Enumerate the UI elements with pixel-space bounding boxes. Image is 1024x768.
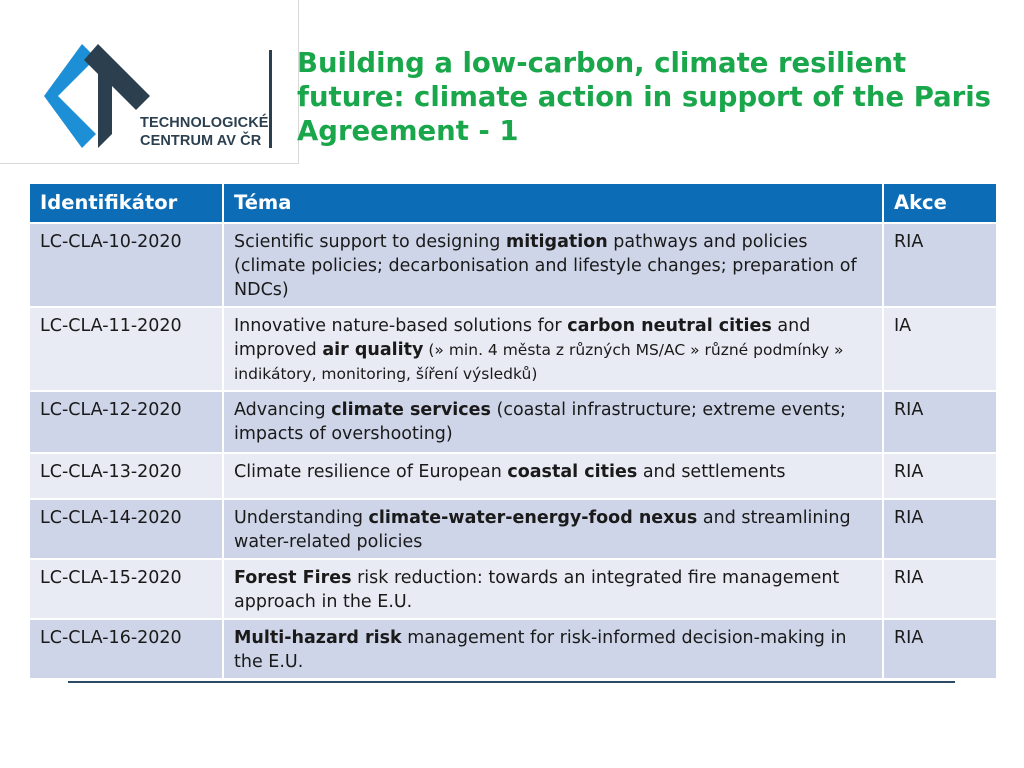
topic-text: and improved [234,316,811,360]
topic-note: (» min. 4 města z různých MS/AC » různé podmínky » indikátory, monitoring, šíření výsledků) [234,341,844,383]
topic-text: management for risk-informed decision-making in the E.U. [234,628,847,672]
table-header-row [29,183,997,223]
table-row [29,307,997,391]
cell-identifier: LC-CLA-15-2020 [29,559,223,619]
header-topic: Téma [223,183,883,223]
cell-action: RIA [883,223,997,307]
cell-identifier: LC-CLA-10-2020 [29,223,223,307]
topic-text: pathways and policies (climate policies; decarbonisation and lifestyle changes; preparation of NDCs) [234,232,857,300]
cell-action: RIA [883,619,997,679]
cell-action: RIA [883,453,997,499]
cell-identifier: LC-CLA-12-2020 [29,391,223,453]
topic-text: Innovative nature-based solutions for [234,316,568,336]
topic-text: and settlements [637,462,786,482]
header-action: Akce [883,183,997,223]
header-identifier: Identifikátor [29,183,223,223]
topic-text: and streamlining water-related policies [234,508,851,552]
topic-text: (coastal infrastructure; extreme events; impacts of overshooting) [234,400,846,444]
topic-keyword: Forest Fires [234,568,352,588]
cell-action: RIA [883,559,997,619]
cell-action: RIA [883,391,997,453]
logo-line-1: TECHNOLOGICKÉ [140,115,269,131]
logo-panel [0,0,299,164]
page-title: Building a low-carbon, climate resilient future: climate action in support of the Paris Agreement - 1 [297,47,992,147]
cell-topic [223,499,883,559]
cell-identifier: LC-CLA-14-2020 [29,499,223,559]
cell-identifier: LC-CLA-13-2020 [29,453,223,499]
cell-topic [223,391,883,453]
topic-keyword: air quality [322,340,424,360]
logo-wordmark [140,114,269,150]
topic-text: Scientific support to designing [234,232,506,252]
topic-keyword: mitigation [505,232,608,252]
cell-identifier: LC-CLA-16-2020 [29,619,223,679]
cell-topic [223,453,883,499]
topic-keyword: Multi-hazard risk [234,628,402,648]
table-row [29,391,997,453]
footer-divider [68,681,955,683]
cell-topic [223,223,883,307]
table-row [29,499,997,559]
topic-keyword: climate services [331,400,491,420]
table-row [29,223,997,307]
topic-keyword: climate-water-energy-food nexus [368,508,698,528]
cell-action: IA [883,307,997,391]
table-row [29,453,997,499]
topics-table [28,182,998,680]
table-row [29,559,997,619]
cell-topic [223,559,883,619]
topic-text: Understanding [234,508,369,528]
topic-text: Climate resilience of European [234,462,508,482]
cell-topic [223,619,883,679]
cell-identifier: LC-CLA-11-2020 [29,307,223,391]
topic-text: risk reduction: towards an integrated fire management approach in the E.U. [234,568,840,612]
cell-topic [223,307,883,391]
topic-text: Advancing [234,400,332,420]
topic-keyword: coastal cities [507,462,638,482]
title-divider [269,50,272,148]
topic-keyword: carbon neutral cities [567,316,772,336]
logo-line-2: CENTRUM AV ČR [140,133,262,149]
table-row [29,619,997,679]
cell-action: RIA [883,499,997,559]
